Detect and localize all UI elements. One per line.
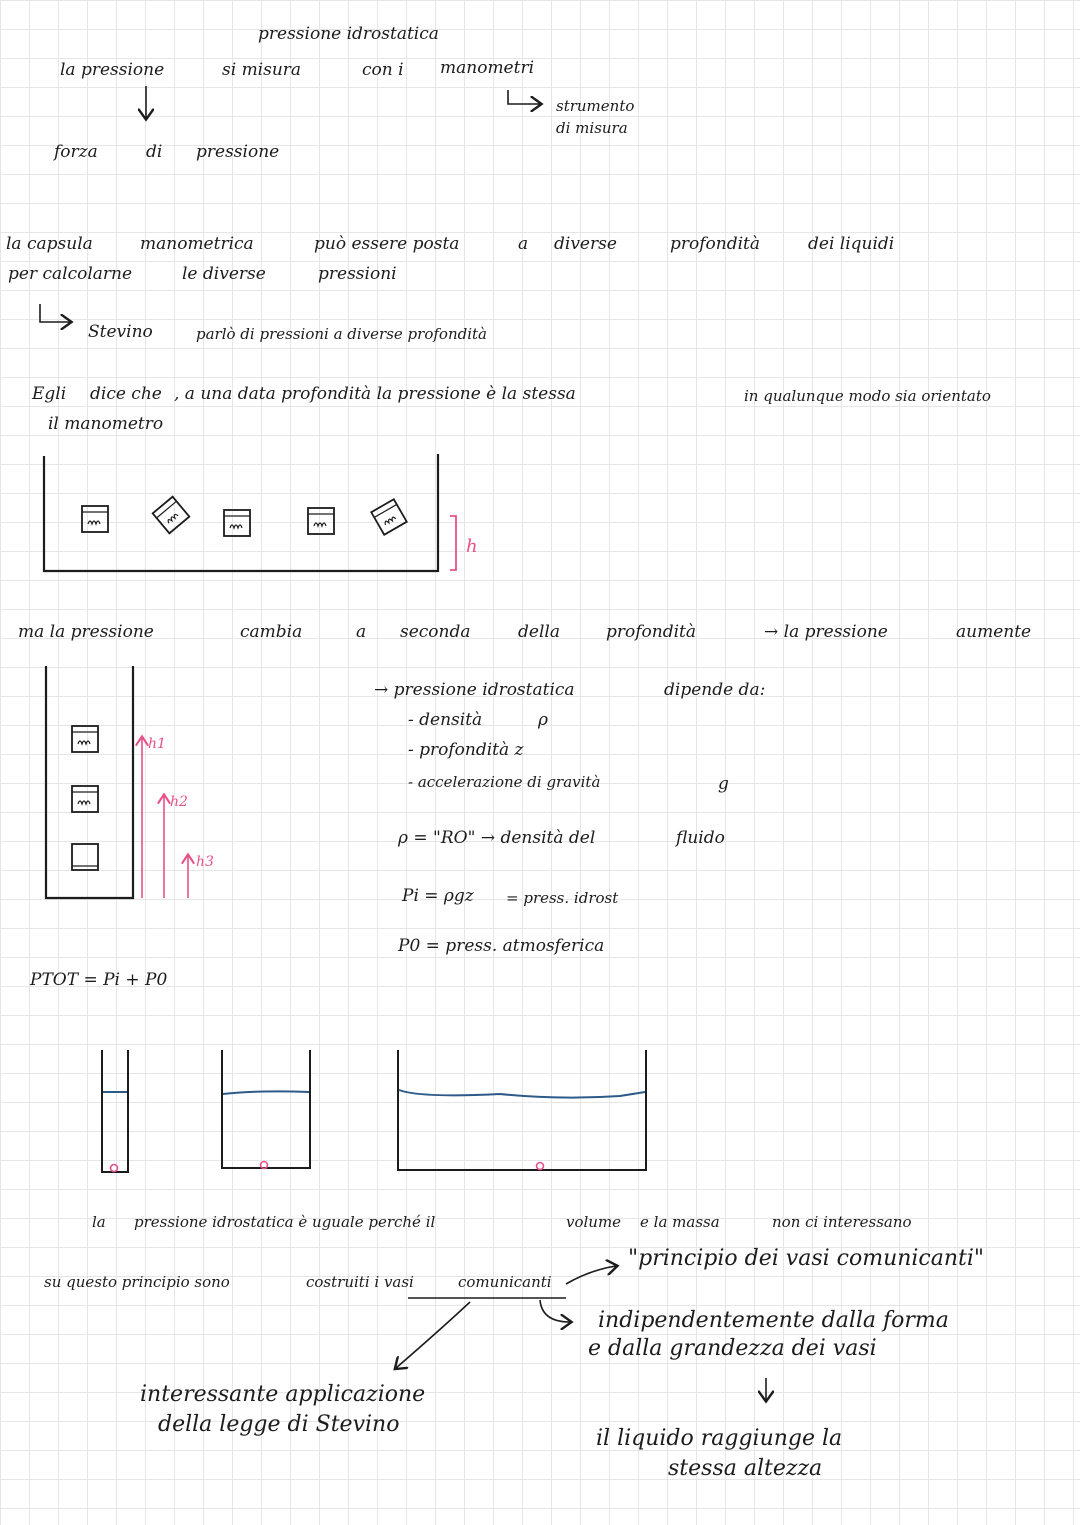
ptot-formula: PTOT = Pi + P0	[30, 970, 168, 990]
arrow-to-independence	[540, 1300, 570, 1322]
gauge-5	[371, 499, 407, 535]
depends-title: → pressione idrostatica	[374, 680, 575, 700]
rho-definition: ρ = "RO" → densità del	[398, 828, 596, 848]
tool-note-2: di misura	[556, 119, 628, 137]
vessels-text-5: non ci interessano	[772, 1213, 912, 1231]
gauge-3	[224, 510, 250, 536]
capsule-text-2: manometrica	[140, 234, 254, 254]
point-narrow	[111, 1165, 118, 1172]
vessel-wide	[398, 1050, 646, 1170]
depends-item-gravity-symbol: g	[718, 774, 729, 794]
capsule-text-10: pressioni	[318, 264, 397, 284]
claim-text-5: il manometro	[48, 414, 164, 434]
vessel-narrow	[102, 1050, 128, 1172]
intro-text-1: la pressione	[60, 60, 165, 80]
built-text-1: su questo principio sono	[44, 1273, 230, 1291]
intro-text-4: manometri	[440, 58, 535, 78]
gauge-6	[72, 726, 98, 752]
vessels-text-3: volume	[566, 1213, 622, 1231]
h3-label: h3	[196, 854, 214, 870]
level-text-1: il liquido raggiunge la	[596, 1426, 843, 1451]
change-text-3: a	[356, 622, 367, 642]
h-label: h	[466, 536, 478, 557]
capsule-text-8: per calcolarne	[8, 264, 133, 284]
capsule-text-7: dei liquidi	[808, 234, 895, 254]
depends-item-gravity: - accelerazione di gravità	[408, 773, 601, 791]
water-wide	[399, 1090, 645, 1098]
change-text-2: cambia	[240, 622, 303, 642]
stevino-name: Stevino	[88, 322, 153, 342]
principle-title: "principio dei vasi comunicanti"	[628, 1246, 985, 1271]
application-text-2: della legge di Stevino	[158, 1412, 400, 1437]
gauge-4	[308, 508, 334, 534]
p0-definition: P0 = press. atmosferica	[398, 936, 605, 956]
container-2	[46, 666, 133, 898]
claim-text-4: in qualunque modo sia orientato	[744, 387, 991, 405]
claim-text-1: Egli	[32, 384, 67, 404]
capsule-text-6: profondità	[670, 234, 761, 254]
capsule-text-1: la capsula	[6, 234, 93, 254]
depends-item-density-symbol: ρ	[538, 710, 548, 730]
stevino-note: parlò di pressioni a diverse profondità	[196, 325, 487, 343]
change-text-4: seconda	[400, 622, 471, 642]
application-text-1: interessante applicazione	[140, 1382, 426, 1407]
point-wide	[537, 1163, 544, 1170]
depends-item-depth: - profondità z	[408, 740, 524, 760]
level-text-2: stessa altezza	[668, 1456, 823, 1481]
built-text-3: comunicanti	[458, 1273, 552, 1291]
vessels-text-4: e la massa	[640, 1213, 720, 1231]
force-text-3: pressione	[196, 142, 280, 162]
independence-text-2: e dalla grandezza dei vasi	[588, 1336, 877, 1361]
capsule-text-5: diverse	[554, 234, 617, 254]
capsule-text-3: può essere posta	[314, 234, 460, 254]
change-text-8: aumente	[956, 622, 1032, 642]
h2-label: h2	[170, 794, 188, 810]
arrow-elbow-1	[508, 90, 540, 104]
depends-item-density: - densità	[408, 710, 483, 730]
h1-label: h1	[148, 736, 166, 752]
capsule-text-9: le diverse	[182, 264, 266, 284]
arrow-elbow-2	[40, 304, 70, 322]
change-text-7: → la pressione	[764, 622, 888, 642]
claim-text-3: , a una data profondità la pressione è la stessa	[174, 384, 576, 404]
intro-text-2: si misura	[222, 60, 302, 80]
built-text-2: costruiti i vasi	[306, 1273, 414, 1291]
intro-text-3: con i	[362, 60, 404, 80]
change-text-6: profondità	[606, 622, 697, 642]
force-text-2: di	[146, 142, 163, 162]
pi-definition: Pi = ρgz	[402, 886, 474, 906]
vessels-text-2: pressione idrostatica è uguale perché il	[134, 1213, 436, 1231]
h-bracket	[450, 516, 456, 570]
depends-title-b: dipende da:	[664, 680, 766, 700]
tool-note-1: strumento	[556, 97, 635, 115]
force-text-1: forza	[54, 142, 98, 162]
gauge-8	[72, 844, 98, 870]
rho-definition-b: fluido	[676, 828, 725, 848]
water-medium	[223, 1091, 309, 1094]
gauge-7	[72, 786, 98, 812]
vessel-medium	[222, 1050, 310, 1168]
gauge-1	[82, 506, 108, 532]
gauge-2	[153, 497, 190, 534]
pi-definition-b: = press. idrost	[506, 889, 619, 907]
heading: pressione idrostatica	[258, 24, 439, 44]
change-text-1: ma la pressione	[18, 622, 154, 642]
capsule-text-4: a	[518, 234, 529, 254]
vessels-text-1: la	[92, 1213, 106, 1231]
change-text-5: della	[518, 622, 560, 642]
arrow-to-application	[396, 1302, 470, 1368]
claim-text-2: dice che	[90, 384, 162, 404]
arrow-to-principle	[566, 1266, 616, 1284]
independence-text-1: indipendentemente dalla forma	[598, 1308, 949, 1333]
